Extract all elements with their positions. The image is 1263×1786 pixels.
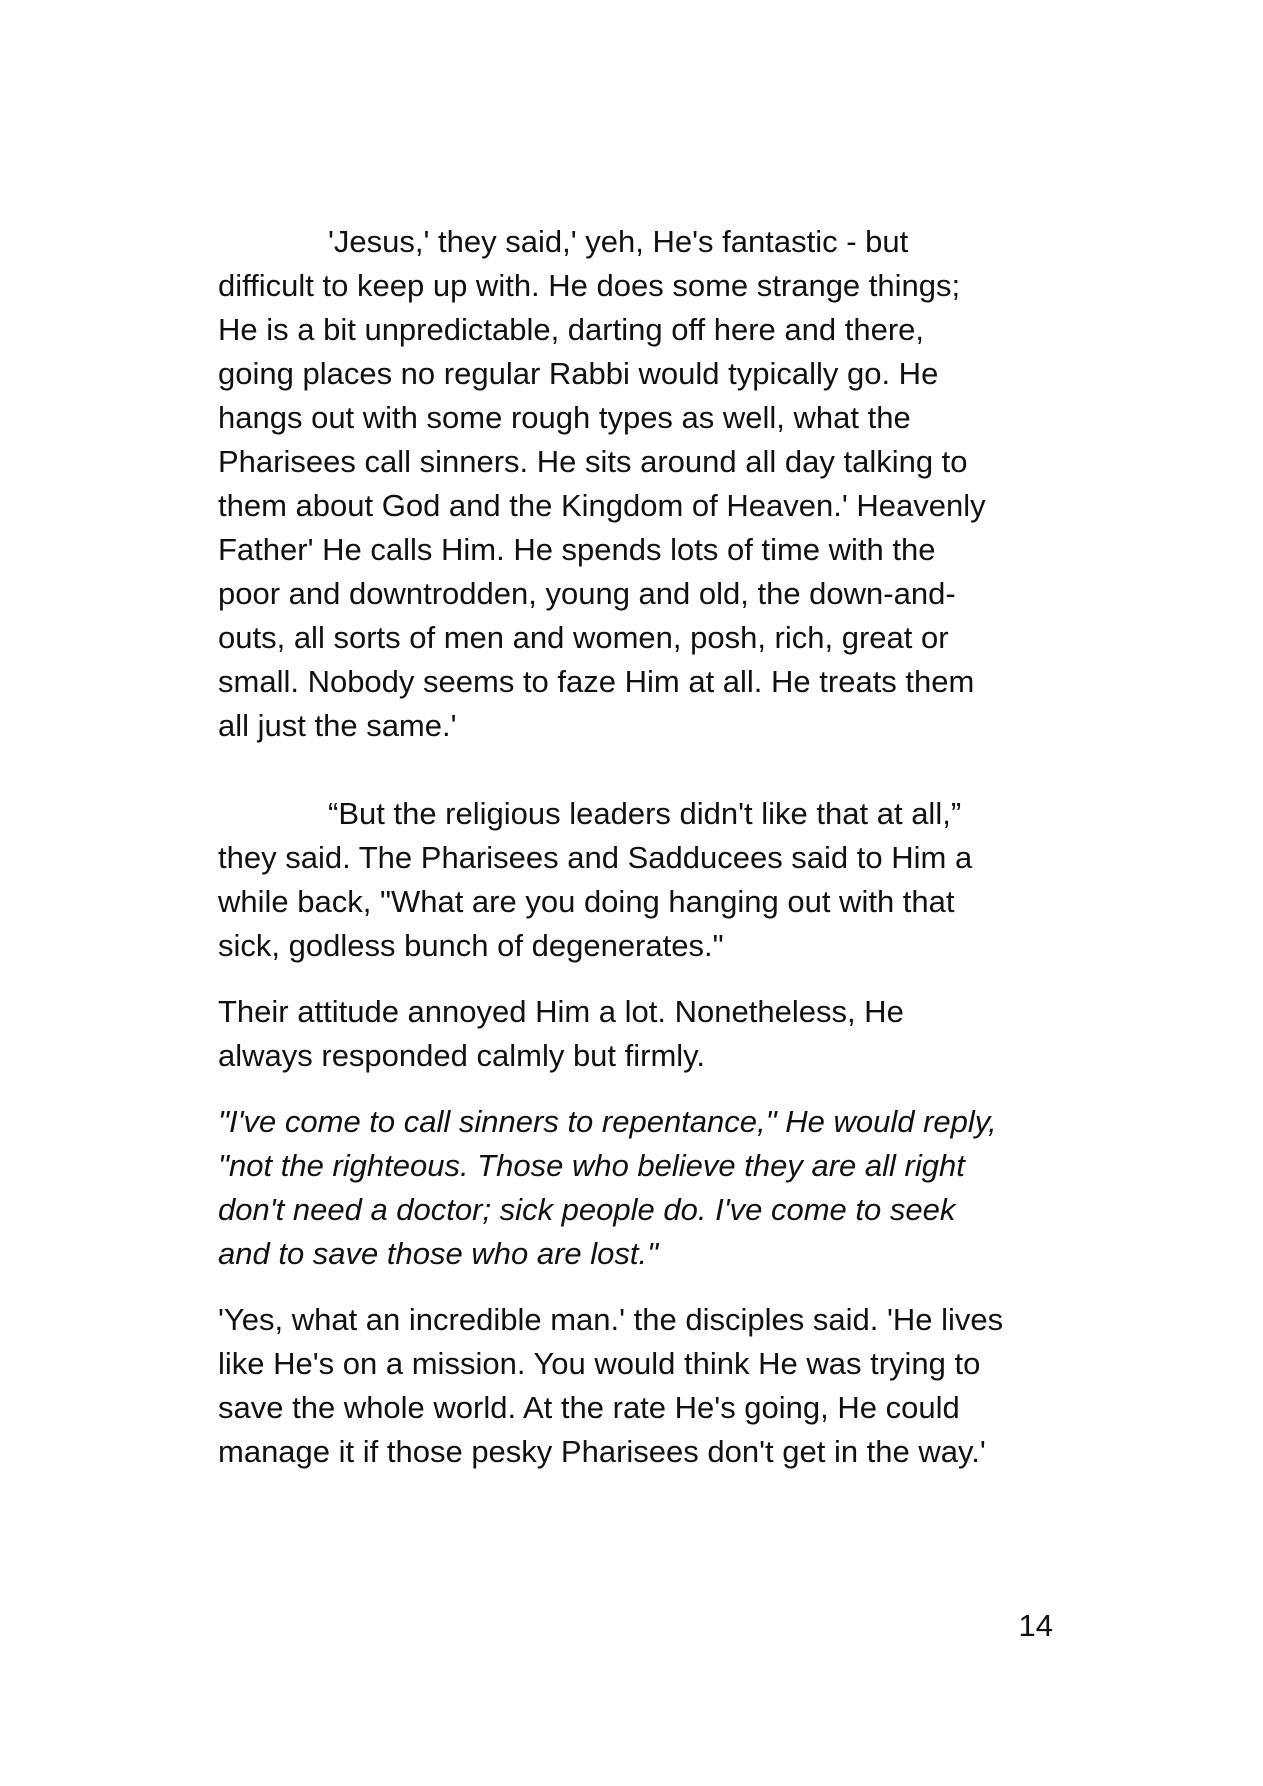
text-line: save the whole world. At the rate He's going, He could bbox=[218, 1390, 960, 1425]
text-line: poor and downtrodden, young and old, the down-and- bbox=[218, 576, 956, 611]
text-line: "not the righteous. Those who believe they are all right bbox=[218, 1148, 965, 1183]
text-line: sick, godless bunch of degenerates." bbox=[218, 928, 724, 963]
text-line: "I've come to call sinners to repentance," He would reply, bbox=[218, 1104, 997, 1139]
text-line: and to save those who are lost." bbox=[218, 1236, 659, 1271]
document-page bbox=[218, 220, 1058, 1474]
text-line: like He's on a mission. You would think He was trying to bbox=[218, 1346, 981, 1381]
text-line: Pharisees call sinners. He sits around all day talking to bbox=[218, 444, 968, 479]
text-line: they said. The Pharisees and Sadducees said to Him a bbox=[218, 840, 973, 875]
text-line: while back, "What are you doing hanging out with that bbox=[218, 884, 955, 919]
page-number: 14 bbox=[1018, 1608, 1053, 1643]
text-line: Father' He calls Him. He spends lots of time with the bbox=[218, 532, 936, 567]
text-line: manage it if those pesky Pharisees don't get in the way.' bbox=[218, 1434, 986, 1469]
text-line: 'Jesus,' they said,' yeh, He's fantastic - but bbox=[328, 224, 909, 259]
text-line: outs, all sorts of men and women, posh, rich, great or bbox=[218, 620, 949, 655]
paragraph-religious-leaders bbox=[218, 792, 1058, 968]
paragraph-jesus-description bbox=[218, 220, 1058, 748]
text-line: difficult to keep up with. He does some strange things; bbox=[218, 268, 961, 303]
text-line: small. Nobody seems to faze Him at all. He treats them bbox=[218, 664, 975, 699]
text-line: hangs out with some rough types as well, what the bbox=[218, 400, 911, 435]
text-line: going places no regular Rabbi would typically go. He bbox=[218, 356, 939, 391]
text-line: all just the same.' bbox=[218, 708, 457, 743]
text-line: He is a bit unpredictable, darting off here and there, bbox=[218, 312, 924, 347]
text-line: always responded calmly but firmly. bbox=[218, 1038, 705, 1073]
text-line: don't need a doctor; sick people do. I've come to seek bbox=[218, 1192, 956, 1227]
text-line: 'Yes, what an incredible man.' the disciples said. 'He lives bbox=[218, 1302, 1004, 1337]
paragraph-disciples-remark bbox=[218, 1298, 1058, 1474]
text-line: Their attitude annoyed Him a lot. Nonetheless, He bbox=[218, 994, 904, 1029]
text-line: them about God and the Kingdom of Heaven.' Heavenly bbox=[218, 488, 986, 523]
paragraph-jesus-reply bbox=[218, 1100, 1058, 1276]
text-line: “But the religious leaders didn't like that at all,” bbox=[328, 796, 962, 831]
paragraph-attitude bbox=[218, 990, 1058, 1078]
